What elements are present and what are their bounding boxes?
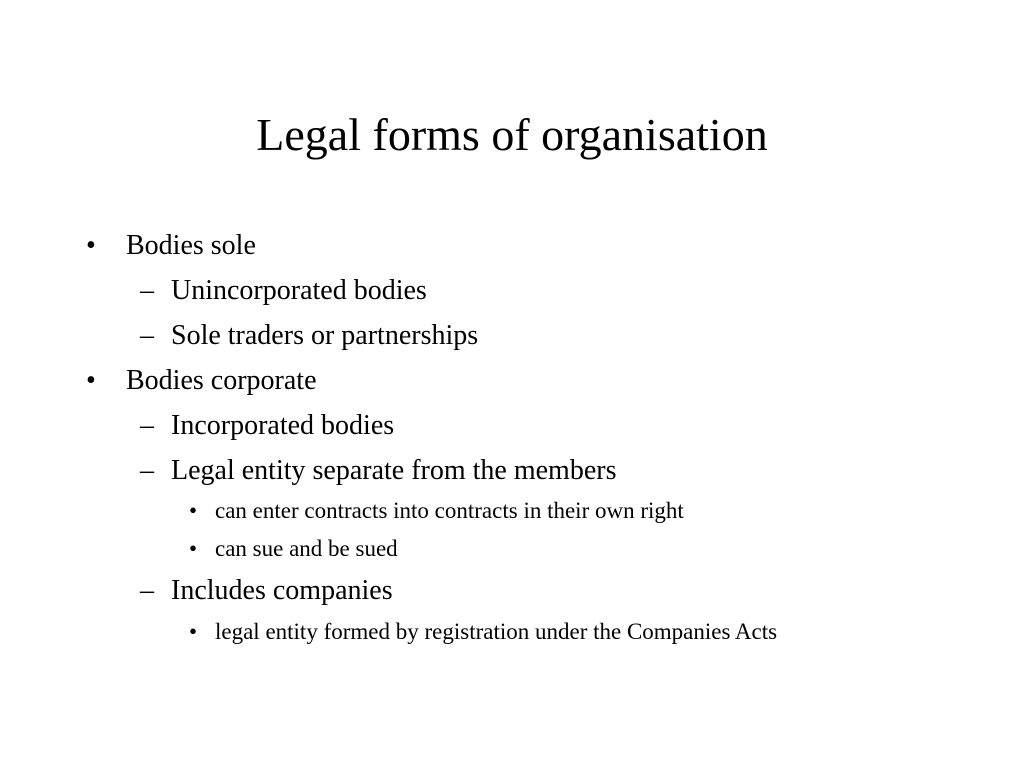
bullet-text: Bodies sole [126,230,256,261]
bullet-text: legal entity formed by registration under the Companies Acts [215,619,778,644]
bullet-text: Incorporated bodies [171,410,395,441]
dash-marker: – [140,410,154,441]
bullet-text: can enter contracts into contracts in their own right [215,498,684,523]
dash-marker: – [140,575,154,606]
dash-marker: – [140,275,154,306]
bullet-text: Legal entity separate from the members [171,455,617,486]
bullet-text: Unincorporated bodies [171,275,427,306]
dash-marker: – [140,455,154,486]
bullet-text: can sue and be sued [215,536,398,561]
bullet-marker: • [189,498,198,523]
slide-title: Legal forms of organisation [256,109,768,160]
bullet-text: Sole traders or partnerships [171,320,479,351]
bullet-marker: • [189,536,198,561]
dash-marker: – [140,320,154,351]
bullet-marker: • [86,365,96,396]
bullet-marker: • [189,619,198,644]
bullet-text: Bodies corporate [126,365,317,396]
bullet-text: Includes companies [171,575,393,606]
bullet-marker: • [86,230,96,261]
